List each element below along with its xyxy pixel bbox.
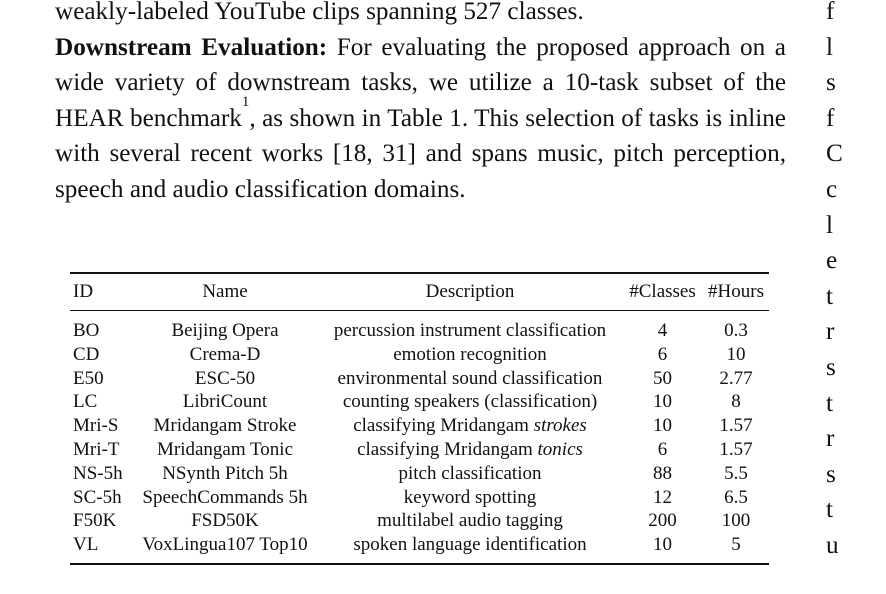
description-text: pitch classification [398,462,542,484]
paragraph-text-part2: , as shown in Table 1. This selection of tasks is inline with several recent works [18, 31] and spans music, pitch perception, speech and audio classification domains. [55,104,786,203]
adjacent-column-letter: f [826,0,835,25]
task-table [70,272,769,565]
cell-name: LibriCount [182,391,268,413]
cell-classes: 200 [648,510,677,532]
cell-description [318,486,622,510]
table-row [70,390,769,414]
cell-hours: 10 [726,343,746,365]
adjacent-column-letter: s [826,69,836,97]
cell-classes: 6 [657,438,668,460]
cell-classes: 4 [657,320,668,341]
cell-description [318,509,622,533]
cell-id: CD [73,343,100,365]
cell-name: Crema-D [189,343,261,365]
adjacent-column-letter: c [826,175,838,203]
cell-description [318,462,622,486]
cell-description [318,438,622,462]
description-text: counting speakers (classification) [342,391,598,413]
cell-classes: 10 [653,415,672,437]
table-row [70,486,769,510]
table-row [70,311,769,343]
cell-id: Mri-T [73,438,120,460]
cell-description [318,367,622,391]
cell-id: E50 [73,367,104,389]
description-text: multilabel audio tagging [377,510,563,532]
cell-name: Beijing Opera [171,320,279,341]
cell-hours: 1.57 [719,438,753,460]
cell-name: VoxLingua107 Top10 [142,534,308,556]
cell-id: LC [73,391,98,413]
cell-id: BO [73,320,100,341]
table-header-row [70,274,769,310]
adjacent-column-letter: s [826,353,836,381]
paragraph-heading: Downstream Evaluation: [55,33,328,61]
cell-description [318,390,622,414]
cell-name: SpeechCommands 5h [142,486,308,508]
adjacent-column-fragment [826,0,886,564]
cell-id: Mri-S [73,415,119,437]
cell-description [318,533,622,563]
description-text: environmental sound classification [337,367,603,389]
body-text-column [55,0,786,208]
adjacent-column-letter: r [826,318,835,346]
cell-hours: 2.77 [719,367,753,389]
description-text: percussion instrument classification [333,320,607,341]
adjacent-column-letter: s [826,460,836,488]
adjacent-column-letter: t [826,282,833,310]
table-row [70,509,769,533]
cell-description [318,414,622,438]
table-row [70,414,769,438]
header-description: Description [425,281,515,303]
cell-hours: 1.57 [719,415,753,437]
description-emphasis: tonics [537,438,583,460]
cell-hours: 100 [721,510,751,532]
cell-classes: 12 [653,486,672,508]
previous-paragraph-tail: weakly-labeled YouTube clips spanning 527 classes. [55,0,584,25]
cell-classes: 50 [653,367,672,389]
cell-hours: 5 [731,534,741,556]
description-text: emotion recognition [393,343,547,365]
downstream-evaluation-paragraph [55,30,786,208]
header-name: Name [202,281,248,303]
adjacent-column-letter: u [826,531,839,559]
adjacent-column-letter: e [826,247,838,275]
description-emphasis: strokes [533,415,587,437]
cell-classes: 88 [653,462,672,484]
description-text: spoken language identification [353,534,587,556]
cell-hours: 0.3 [724,320,748,341]
adjacent-column-letter: l [826,33,833,61]
cell-hours: 5.5 [724,462,748,484]
table-row [70,367,769,391]
adjacent-column-letter: t [826,496,833,524]
cell-classes: 10 [653,534,672,556]
cell-name: Mridangam Stroke [153,415,297,437]
cell-classes: 6 [657,343,668,365]
header-classes: #Classes [629,281,696,303]
table-row [70,343,769,367]
cell-name: NSynth Pitch 5h [162,462,288,484]
cell-id: F50K [73,510,117,532]
header-id: ID [73,281,94,303]
cell-hours: 8 [731,391,741,413]
cell-classes: 10 [653,391,672,413]
cell-hours: 6.5 [724,486,748,508]
adjacent-column-letter: l [826,211,833,239]
adjacent-column-letter: C [826,140,843,168]
adjacent-column-letter: t [826,389,833,417]
paragraph-text-part1: For evaluating the proposed approach on a wide variety of downstream tasks, we utilize a 10-task subset of the HEAR benchmark [55,33,786,132]
cell-id: VL [73,534,99,556]
description-text: classifying Mridangam [353,415,534,437]
cell-id: SC-5h [73,486,122,508]
adjacent-column-letter: r [826,425,835,453]
cell-name: Mridangam Tonic [156,438,294,460]
cell-description [318,343,622,367]
table-row [70,438,769,462]
cell-id: NS-5h [73,462,123,484]
header-hours: #Hours [708,281,764,303]
description-text: keyword spotting [403,486,537,508]
table-row [70,462,769,486]
cell-name: ESC-50 [194,367,256,389]
cell-description [318,311,622,343]
table-row [70,533,769,563]
hear-task-table [70,274,769,563]
cell-name: FSD50K [191,510,259,532]
description-text: classifying Mridangam [357,438,538,460]
footnote-mark[interactable]: 1 [241,94,250,111]
table-bottom-rule [70,563,769,565]
adjacent-column-letter: f [826,104,835,132]
